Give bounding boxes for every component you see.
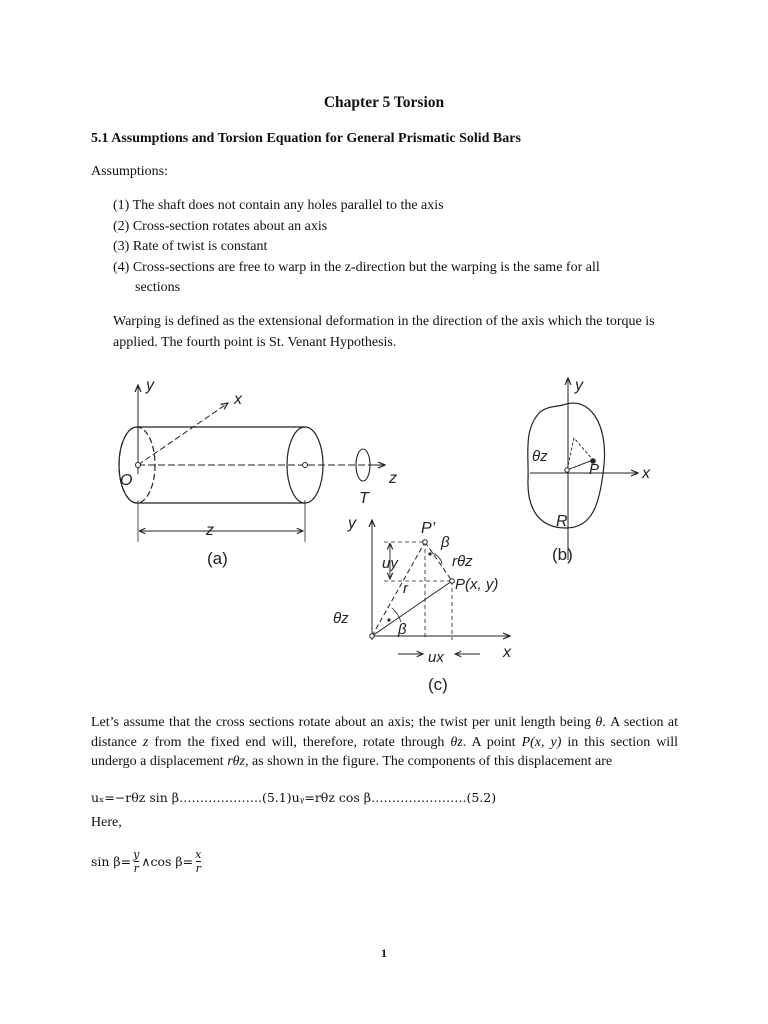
paragraph-text: Let’s assume that the cross sections rotate about an axis; the twist per unit length being xyxy=(91,715,596,730)
label-c-P-prime: P’ xyxy=(421,520,436,537)
r-theta-z-symbol: rθz xyxy=(227,754,245,769)
label-b-theta-z: θz xyxy=(532,448,548,465)
label-b-R: R xyxy=(556,513,568,530)
label-c-r: r xyxy=(403,580,408,597)
warping-paragraph: Warping is defined as the extensional deformation in the direction of the axis which the torque is applied. The fourth point is St. Venant Hypothesis. xyxy=(113,314,655,350)
chapter-title: Chapter 5 Torsion xyxy=(323,94,445,111)
section-heading: 5.1 Assumptions and Torsion Equation for General Prismatic Solid Bars xyxy=(91,131,521,146)
sin-lhs: sin β= xyxy=(91,854,132,869)
label-c-beta-bottom: β xyxy=(398,621,407,638)
here-label: Here, xyxy=(91,815,122,830)
label-a-y: y xyxy=(146,377,154,394)
label-c-x: x xyxy=(503,644,511,661)
label-a-T: T xyxy=(359,490,369,507)
page-number: 1 xyxy=(381,946,387,960)
label-a-O: O xyxy=(120,472,133,489)
theta-symbol: θ xyxy=(595,715,603,730)
label-c-uy: uy xyxy=(382,555,398,572)
caption-a: (a) xyxy=(207,549,228,568)
figure-a xyxy=(119,377,397,568)
label-c-y: y xyxy=(348,515,356,532)
figure-b xyxy=(528,377,651,564)
assumptions-label: Assumptions: xyxy=(91,164,169,179)
fraction-numerator: x xyxy=(195,848,202,861)
caption-c: (c) xyxy=(428,675,448,694)
cos-middle: ∧cos β= xyxy=(141,854,194,869)
z-symbol: z xyxy=(142,734,149,750)
fraction-denominator: r xyxy=(133,862,139,875)
paragraph-text: , as shown in the figure. The components of this displacement are xyxy=(244,754,613,769)
fraction-numerator: y xyxy=(133,848,140,861)
paragraph-text: . A section at distance xyxy=(91,715,679,750)
torsion-figure xyxy=(0,370,768,700)
list-item-continuation: sections xyxy=(135,280,181,295)
sin-cos-equation xyxy=(91,848,203,875)
caption-b: (b) xyxy=(552,545,573,564)
label-a-z-dim: z xyxy=(206,522,214,539)
paragraph-text: from the fixed end will, therefore, rotate through xyxy=(148,734,451,750)
label-c-ux: ux xyxy=(428,649,444,666)
label-b-y: y xyxy=(575,377,583,394)
theta-z-symbol: θz xyxy=(450,734,463,750)
label-c-r-theta-z: rθz xyxy=(452,553,473,570)
label-a-z-axis: z xyxy=(389,470,397,487)
assumptions-list xyxy=(113,196,600,299)
fraction-y-over-r xyxy=(133,848,139,875)
point-symbol: P(x, y) xyxy=(521,734,562,750)
list-item: (4) Cross-sections are free to warp in the z-direction but the warping is the same for all xyxy=(113,259,600,275)
label-b-x: x xyxy=(642,465,650,482)
figure-c xyxy=(333,515,512,694)
list-item: (2) Cross-section rotates about an axis xyxy=(113,218,328,234)
paragraph-text: in this section will undergo a displacement xyxy=(91,734,678,769)
label-c-P-xy: P(x, y) xyxy=(455,576,499,593)
list-item: (1) The shaft does not contain any holes parallel to the axis xyxy=(113,198,444,213)
label-b-P: P xyxy=(589,461,600,478)
displacement-equations: uₓ=−rθz sin β………………..(5.1)uᵧ=rθz cos β…………………..(5.2) xyxy=(91,790,497,805)
list-item: (3) Rate of twist is constant xyxy=(113,239,268,254)
label-a-x: x xyxy=(234,391,242,408)
fraction-denominator: r xyxy=(195,862,201,875)
fraction-x-over-r xyxy=(195,848,201,875)
body-paragraph xyxy=(91,713,678,772)
label-c-theta-z: θz xyxy=(333,610,349,627)
label-c-beta-top: β xyxy=(441,534,450,551)
paragraph-text: . A point xyxy=(462,734,522,750)
